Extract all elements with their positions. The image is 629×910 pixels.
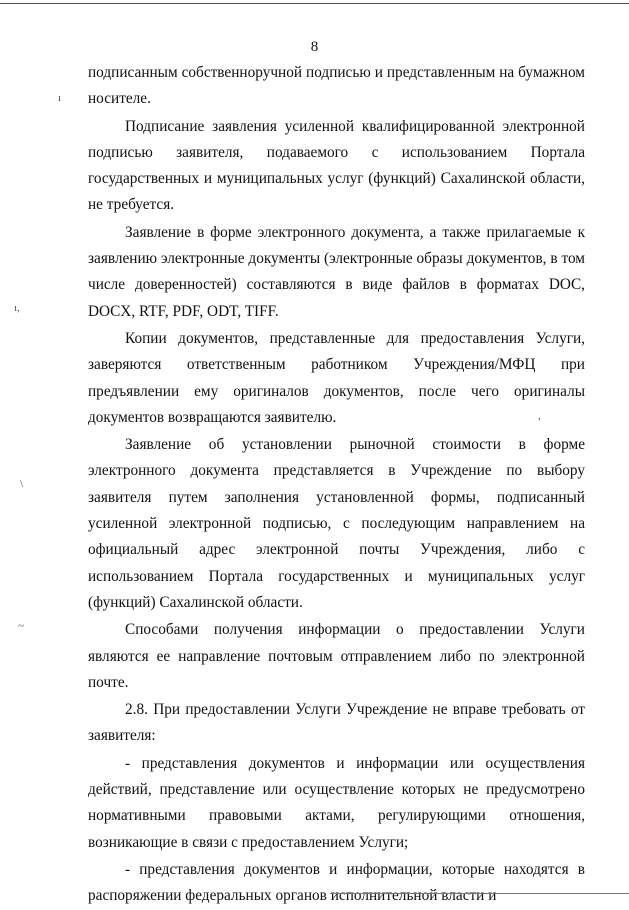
list-item-documents-in-possession: - представления документов и информации, которые находятся в распоряжении федеральных органов исполнительной власти и <box>88 860 585 905</box>
paragraph-information-methods: Способами получения информации о предоставлении Услуги являются ее направление почтовым отправлением либо по электронной почте. <box>88 621 585 691</box>
top-scan-edge <box>0 3 629 4</box>
bottom-scan-edge <box>330 893 629 894</box>
paragraph-signature-not-required: Подписание заявления усиленной квалифицированной электронной подписью заявителя, подаваемого с использованием Портала государственных и муниципальных услуг (функций) Сахалинской области, не требуется. <box>88 117 585 214</box>
scan-speck-mark: ɩ, <box>14 302 20 314</box>
paragraph-electronic-application: Заявление об установлении рыночной стоимости в форме электронного документа представляется в Учреждение по выбору заявителя путем заполнения установленной формы, подписанный усиленной электронной подписью, с последующим направлением на официальный адрес электронной почты Учреждения, либо с использованием Портала государственных и муниципальных услуг (функций) Сахалинской области. <box>88 436 585 611</box>
paragraph-continuation: подписанным собственноручной подписью и представленным на бумажном носителе. <box>88 64 585 108</box>
document-body <box>88 60 585 910</box>
list-item-unrequired-actions: - представления документов и информации или осуществления действий, представление или осуществление которых не предусмотрено нормативными правовыми актами, регулирующими отношения, возникающие в связи с предоставлением Услуги; <box>88 754 585 851</box>
scan-speck-mark: ~ <box>18 620 24 632</box>
paragraph-file-formats: Заявление в форме электронного документа, а также прилагаемые к заявлению электронные документы (электронные образы документов, в том числе доверенностей) составляются в виде файлов в форматах DOC, DOCX, RTF, PDF, ODT, TIFF. <box>88 223 585 320</box>
paragraph-section-2-8: 2.8. При предоставлении Услуги Учреждение не вправе требовать от заявителя: <box>88 701 585 745</box>
scan-speck-mark: \ <box>20 478 24 490</box>
scan-speck-mark: ı <box>58 92 62 104</box>
scan-speck-mark: , <box>538 410 541 422</box>
page-number: 8 <box>310 39 319 55</box>
paragraph-document-copies: Копии документов, представленные для предоставления Услуги, заверяются ответственным работником Учреждения/МФЦ при предъявлении ему оригиналов документов, после чего оригиналы документов возвращаются заявителю. <box>88 329 585 426</box>
